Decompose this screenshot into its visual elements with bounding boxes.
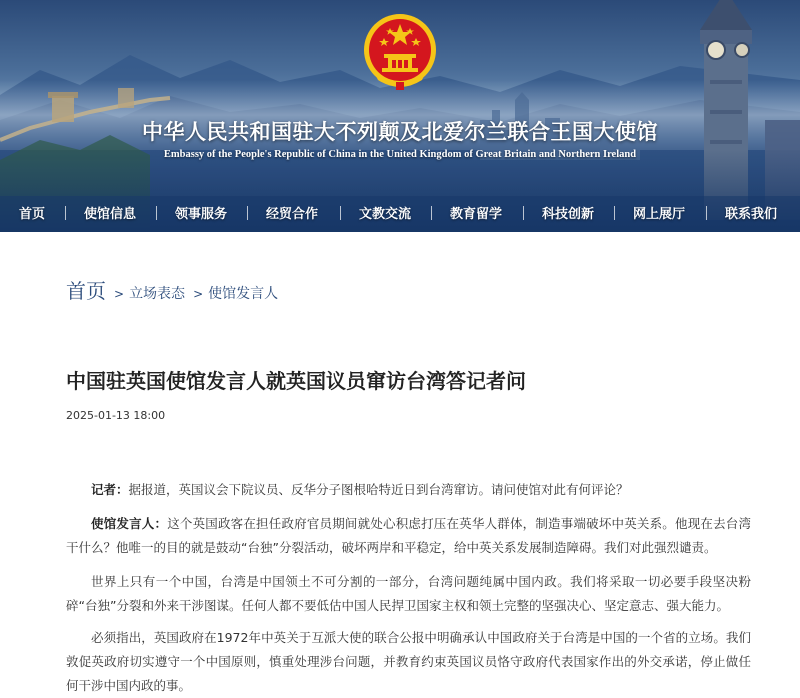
breadcrumb-separator: >	[193, 287, 204, 301]
nav-divider	[65, 206, 66, 220]
article-paragraph	[66, 570, 751, 618]
paragraph-text: 必须指出，英国政府在1972年中英关于互派大使的联合公报中明确承认中国政府关于台湾是中国的一个省的立场。我们敦促英政府切实遵守一个中国原则，慎重处理涉台问题，并教育约束英国议员恪守政府代表国家作出的外交承诺，停止做任何干涉中国内政的事。	[66, 630, 751, 693]
nav-item-contact[interactable]: 联系我们	[725, 207, 778, 222]
nav-item-exhibition[interactable]: 网上展厅	[633, 207, 686, 222]
embassy-title-en: Embassy of the People's Republic of China in the United Kingdom of Great Britain and Northern Ireland	[163, 149, 637, 160]
nav-item-home[interactable]: 首页	[19, 207, 46, 222]
nav-divider	[340, 206, 341, 220]
breadcrumb-home[interactable]: 首页	[66, 279, 106, 303]
article-paragraph	[66, 478, 751, 502]
breadcrumb-separator: >	[114, 287, 125, 301]
nav-item-education[interactable]: 教育留学	[450, 207, 503, 222]
speaker-label: 使馆发言人：	[91, 516, 168, 531]
article-title: 中国驻英国使馆发言人就英国议员窜访台湾答记者问	[66, 369, 526, 393]
nav-item-culture[interactable]: 文教交流	[359, 207, 412, 222]
nav-item-embassy-info[interactable]: 使馆信息	[84, 207, 137, 222]
nav-divider	[614, 206, 615, 220]
speaker-label: 记者：	[91, 482, 129, 497]
nav-divider	[706, 206, 707, 220]
paragraph-text: 据报道，英国议会下院议员、反华分子图根哈特近日到台湾窜访。请问使馆对此有何评论？	[128, 482, 629, 497]
article-paragraph	[66, 626, 751, 698]
article-date: 2025-01-13 18:00	[66, 409, 166, 422]
nav-item-trade[interactable]: 经贸合作	[266, 207, 319, 222]
breadcrumb	[66, 275, 278, 304]
embassy-title-cn: 中华人民共和国驻大不列颠及北爱尔兰联合王国大使馆	[142, 119, 658, 144]
nav-divider	[431, 206, 432, 220]
paragraph-text: 世界上只有一个中国，台湾是中国领土不可分割的一部分，台湾问题纯属中国内政。我们将采取一切必要手段坚决粉碎“台独”分裂和外来干涉图谋。任何人都不要低估中国人民捍卫国家主权和领土完整的坚强决心、坚定意志、强大能力。	[66, 574, 751, 613]
nav-divider	[523, 206, 524, 220]
breadcrumb-item-spokesperson[interactable]: 使馆发言人	[208, 286, 279, 302]
article-paragraph	[66, 512, 751, 560]
nav-item-science[interactable]: 科技创新	[542, 207, 595, 222]
national-emblem-icon	[362, 10, 438, 92]
nav-item-consular[interactable]: 领事服务	[175, 207, 228, 222]
paragraph-text: 这个英国政客在担任政府官员期间就处心积虑打压在英华人群体，制造事端破坏中英关系。他现在去台湾干什么？他唯一的目的就是鼓动“台独”分裂活动，破坏两岸和平稳定，给中英关系发展制造障碍。我们对此强烈谴责。	[66, 516, 751, 555]
main-nav	[0, 195, 800, 232]
header-banner	[0, 0, 800, 232]
breadcrumb-item-position[interactable]: 立场表态	[129, 286, 186, 302]
nav-divider	[247, 206, 248, 220]
nav-divider	[156, 206, 157, 220]
